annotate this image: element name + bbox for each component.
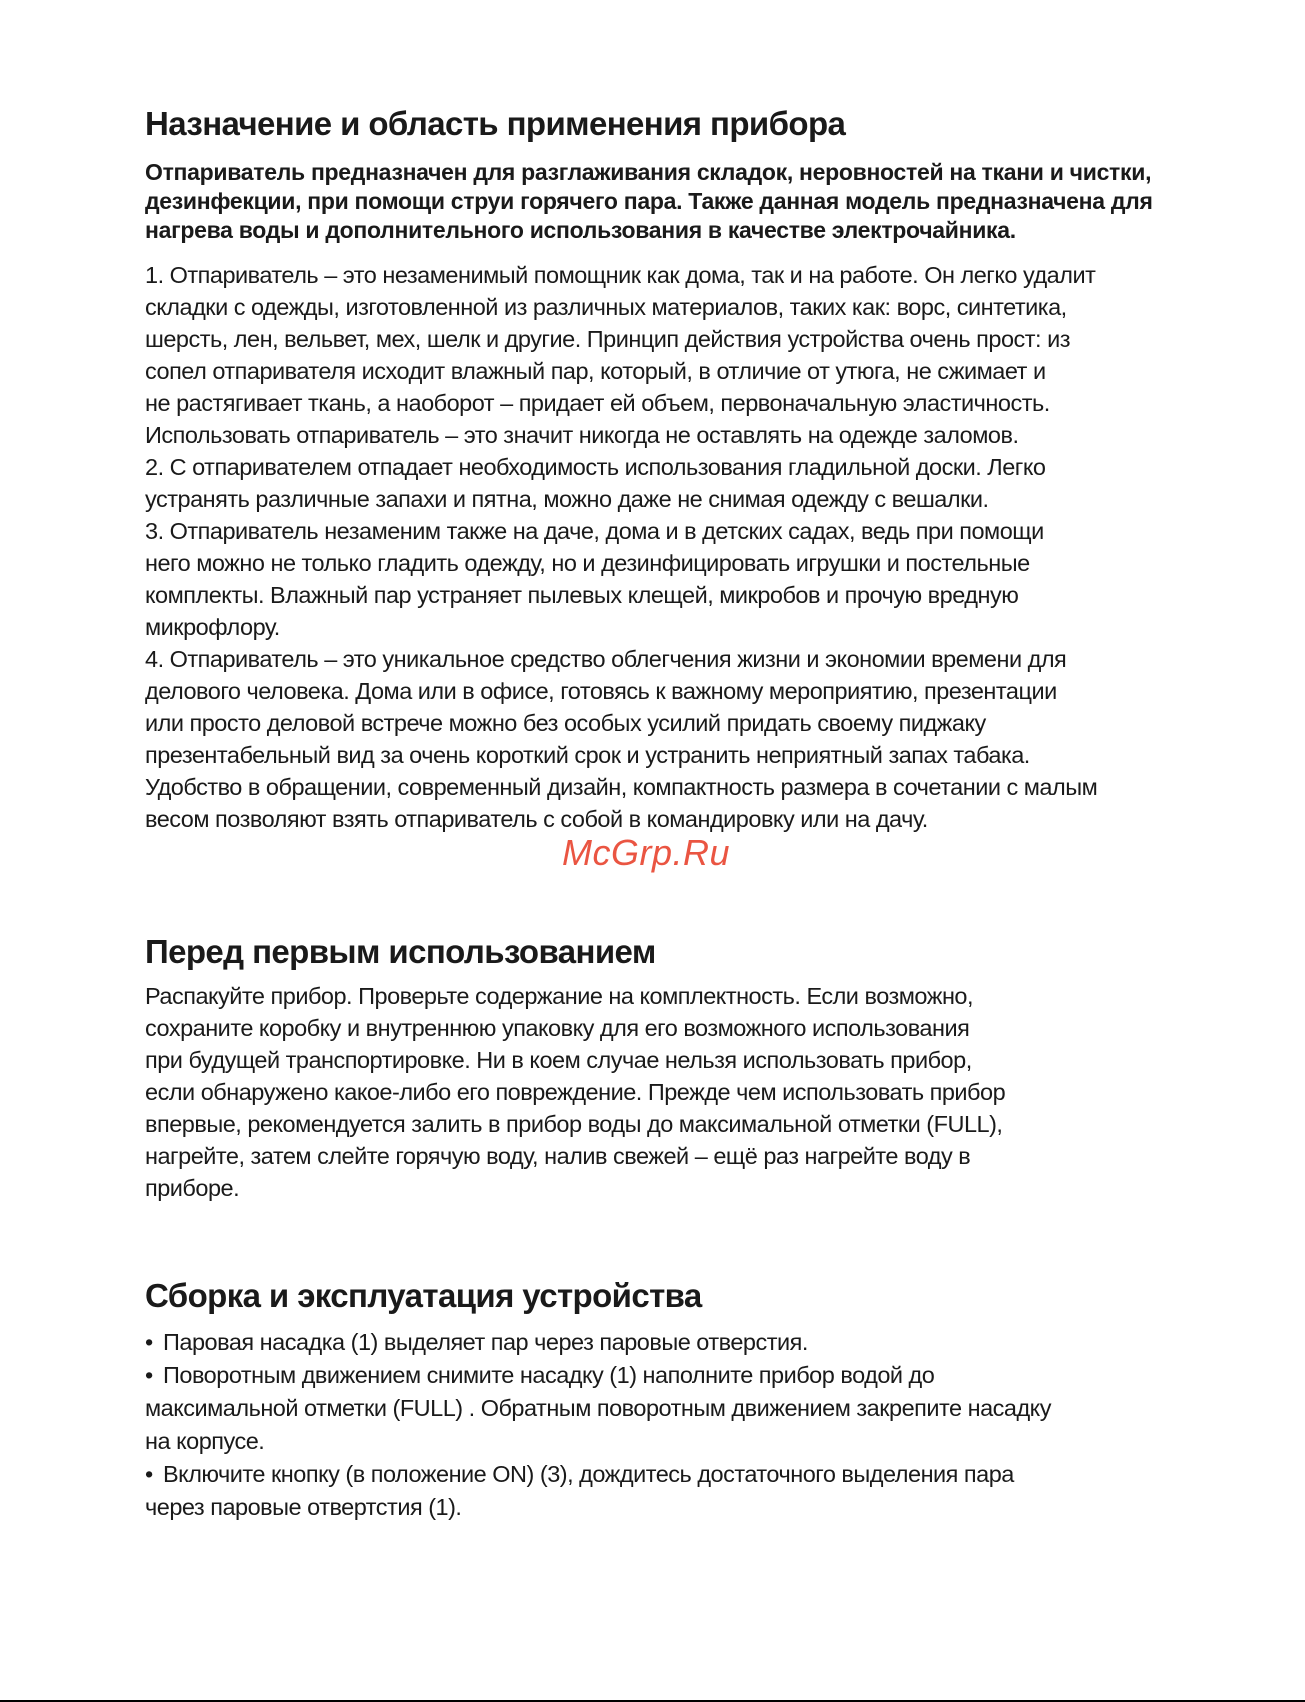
section-title-first-use: Перед первым использованием bbox=[145, 933, 656, 970]
text-line: комплекты. Влажный пар устраняет пылевых клещей, микробов и прочую вредную bbox=[145, 582, 1019, 608]
bullet-glyph: • bbox=[145, 1461, 153, 1487]
section-purpose bbox=[145, 104, 1165, 835]
text-line: впервые, рекомендуется залить в прибор воды до максимальной отметки (FULL), bbox=[145, 1111, 1003, 1137]
text-line: 1. Отпариватель – это незаменимый помощник как дома, так и на работе. Он легко удалит bbox=[145, 262, 1096, 288]
section-first-use bbox=[145, 932, 1005, 1204]
list-item bbox=[145, 1326, 1051, 1359]
text-line: или просто деловой встрече можно без особых усилий придать своему пиджаку bbox=[145, 710, 986, 736]
section-title-assembly: Сборка и эксплуатация устройства bbox=[145, 1277, 702, 1314]
text-line: шерсть, лен, вельвет, мех, шелк и другие. Принцип действия устройства очень прост: из bbox=[145, 326, 1070, 352]
text-line: если обнаружено какое-либо его повреждение. Прежде чем использовать прибор bbox=[145, 1079, 1006, 1105]
text-line: весом позволяют взять отпариватель с собой в командировку или на дачу. bbox=[145, 806, 928, 832]
section-assembly bbox=[145, 1276, 1051, 1524]
list-item-continuation: на корпусе. bbox=[145, 1428, 265, 1454]
list-item-continuation: максимальной отметки (FULL) . Обратным поворотным движением закрепите насадку bbox=[145, 1395, 1051, 1421]
list-item bbox=[145, 1359, 1051, 1458]
text-line: Распакуйте прибор. Проверьте содержание на комплектность. Если возможно, bbox=[145, 983, 974, 1009]
purpose-lead: Отпариватель предназначен для разглаживания складок, неровностей на ткани и чистки, дезинфекции, при помощи струи горячего пара. Также данная модель предназначена для нагрева воды и дополнительного использования в качестве электрочайника. bbox=[145, 159, 1153, 243]
text-line: презентабельный вид за очень короткий срок и устранить неприятный запах табака. bbox=[145, 742, 1030, 768]
text-line: не растягивает ткань, а наоборот – придает ей объем, первоначальную эластичность. bbox=[145, 390, 1050, 416]
text-line: Удобство в обращении, современный дизайн, компактность размера в сочетании с малым bbox=[145, 774, 1098, 800]
text-line: складки с одежды, изготовленной из различных материалов, таких как: ворс, синтетика, bbox=[145, 294, 1067, 320]
section-title-purpose: Назначение и область применения прибора bbox=[145, 105, 846, 142]
text-line: устранять различные запахи и пятна, можно даже не снимая одежду с вешалки. bbox=[145, 486, 989, 512]
bullet-glyph: • bbox=[145, 1362, 153, 1388]
text-line: него можно не только гладить одежду, но и дезинфицировать игрушки и постельные bbox=[145, 550, 1030, 576]
assembly-list bbox=[145, 1326, 1051, 1524]
text-line: сохраните коробку и внутреннюю упаковку для его возможного использования bbox=[145, 1015, 970, 1041]
text-line: Использовать отпариватель – это значит никогда не оставлять на одежде заломов. bbox=[145, 422, 1019, 448]
text-line: 4. Отпариватель – это уникальное средство облегчения жизни и экономии времени для bbox=[145, 646, 1067, 672]
text-line: микрофлору. bbox=[145, 614, 280, 640]
text-line: приборе. bbox=[145, 1175, 240, 1201]
bullet-glyph: • bbox=[145, 1329, 153, 1355]
list-item bbox=[145, 1458, 1051, 1524]
first-use-body bbox=[145, 980, 1005, 1204]
text-line: при будущей транспортировке. Ни в коем случае нельзя использовать прибор, bbox=[145, 1047, 972, 1073]
text-line: 3. Отпариватель незаменим также на даче, дома и в детских садах, ведь при помощи bbox=[145, 518, 1044, 544]
watermark-mcgrp: McGrp.Ru bbox=[562, 832, 731, 873]
text-line: нагрейте, затем слейте горячую воду, налив свежей – ещё раз нагрейте воду в bbox=[145, 1143, 971, 1169]
list-item-continuation: через паровые отвертстия (1). bbox=[145, 1494, 462, 1520]
list-item-text: Включите кнопку (в положение ON) (3), дождитесь достаточного выделения пара bbox=[163, 1461, 1014, 1487]
text-line: сопел отпаривателя исходит влажный пар, который, в отличие от утюга, не сжимает и bbox=[145, 358, 1046, 384]
list-item-text: Паровая насадка (1) выделяет пар через паровые отверстия. bbox=[163, 1329, 808, 1355]
text-line: делового человека. Дома или в офисе, готовясь к важному мероприятию, презентации bbox=[145, 678, 1057, 704]
list-item-text: Поворотным движением снимите насадку (1) наполните прибор водой до bbox=[163, 1362, 935, 1388]
purpose-body bbox=[145, 259, 1165, 835]
text-line: 2. С отпаривателем отпадает необходимость использования гладильной доски. Легко bbox=[145, 454, 1046, 480]
